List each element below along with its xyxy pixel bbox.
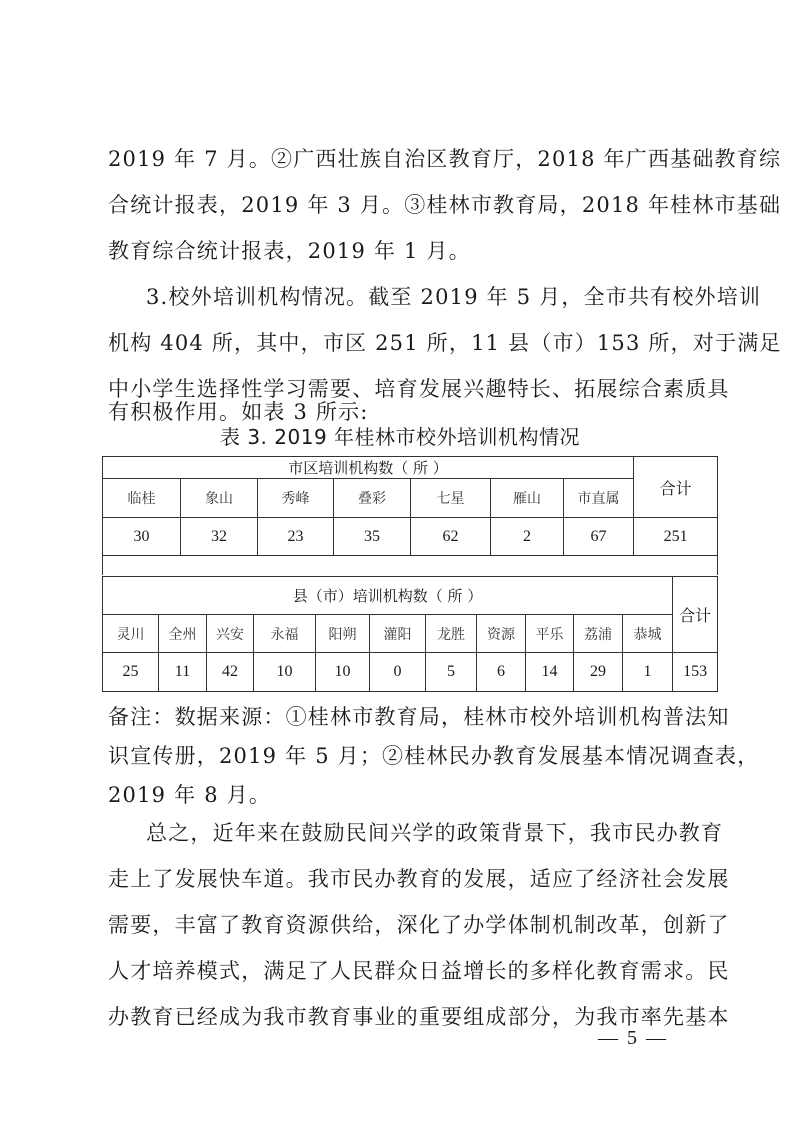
text-line: 需要，丰富了教育资源供给，深化了办学体制机制改革，创新了 <box>108 913 730 937</box>
text-line: 教育综合统计报表，2019 年 1 月。 <box>108 239 471 263</box>
county-count: 1 <box>623 653 673 692</box>
district-name: 雁山 <box>491 479 564 518</box>
county-name: 资源 <box>477 615 526 653</box>
text-line: 识宣传册，2019 年 5 月；②桂林民办教育发展基本情况调查表， <box>108 744 760 768</box>
county-count: 11 <box>159 653 207 692</box>
county-institutions-table <box>102 576 718 692</box>
text-line: 3.校外培训机构情况。截至 2019 年 5 月，全市共有校外培训 <box>146 285 762 309</box>
county-name: 永福 <box>254 615 316 653</box>
district-count: 23 <box>258 518 334 556</box>
city-total-value: 251 <box>634 518 718 556</box>
county-name: 全州 <box>159 615 207 653</box>
county-count: 25 <box>103 653 159 692</box>
county-name: 平乐 <box>526 615 574 653</box>
text-line: 备注：数据来源：①桂林市教育局，桂林市校外培训机构普法知 <box>108 705 730 729</box>
county-table-header: 县（市）培训机构数（ 所 ） <box>103 577 673 615</box>
district-name: 七星 <box>411 479 491 518</box>
county-count: 14 <box>526 653 574 692</box>
district-count: 32 <box>181 518 258 556</box>
county-count: 10 <box>316 653 370 692</box>
city-table-header: 市区培训机构数（ 所 ） <box>103 457 634 479</box>
county-total-label: 合计 <box>673 577 718 653</box>
text-line: 2019 年 8 月。 <box>108 783 272 807</box>
text-line: 合统计报表，2019 年 3 月。③桂林市教育局，2018 年桂林市基础 <box>108 193 782 217</box>
district-count: 67 <box>564 518 634 556</box>
text-line: 机构 404 所，其中，市区 251 所，11 县（市）153 所，对于满足 <box>108 331 782 355</box>
text-line: 人才培养模式，满足了人民群众日益增长的多样化教育需求。民 <box>108 959 730 983</box>
county-count: 6 <box>477 653 526 692</box>
text-line: 走上了发展快车道。我市民办教育的发展，适应了经济社会发展 <box>108 867 730 891</box>
district-name: 秀峰 <box>258 479 334 518</box>
county-count: 0 <box>370 653 426 692</box>
city-total-label: 合计 <box>634 457 718 518</box>
county-name: 阳朔 <box>316 615 370 653</box>
county-count: 42 <box>207 653 254 692</box>
page-number: — 5 — <box>598 1027 668 1049</box>
county-name: 荔浦 <box>574 615 623 653</box>
text-line: 中小学生选择性学习需要、培育发展兴趣特长、拓展综合素质具 <box>108 377 730 401</box>
county-name: 龙胜 <box>426 615 477 653</box>
text-line: 办教育已经成为我市教育事业的重要组成部分，为我市率先基本 <box>108 1005 730 1029</box>
district-count: 30 <box>103 518 181 556</box>
district-name: 市直属 <box>564 479 634 518</box>
district-count: 35 <box>334 518 411 556</box>
district-name: 叠彩 <box>334 479 411 518</box>
county-count: 10 <box>254 653 316 692</box>
text-line: 2019 年 7 月。②广西壮族自治区教育厅，2018 年广西基础教育综 <box>108 147 782 171</box>
county-name: 恭城 <box>623 615 673 653</box>
district-name: 临桂 <box>103 479 181 518</box>
county-count: 29 <box>574 653 623 692</box>
district-name: 象山 <box>181 479 258 518</box>
county-name: 灌阳 <box>370 615 426 653</box>
city-institutions-table <box>102 456 718 556</box>
county-name: 兴安 <box>207 615 254 653</box>
county-name: 灵川 <box>103 615 159 653</box>
district-count: 2 <box>491 518 564 556</box>
table-spacer-row <box>102 554 718 575</box>
county-count: 5 <box>426 653 477 692</box>
district-count: 62 <box>411 518 491 556</box>
county-total-value: 153 <box>673 653 718 692</box>
text-line: 有积极作用。如表 3 所示: <box>108 400 369 424</box>
table-caption: 表 3. 2019 年桂林市校外培训机构情况 <box>219 425 581 449</box>
text-line: 总之，近年来在鼓励民间兴学的政策背景下，我市民办教育 <box>146 821 724 845</box>
